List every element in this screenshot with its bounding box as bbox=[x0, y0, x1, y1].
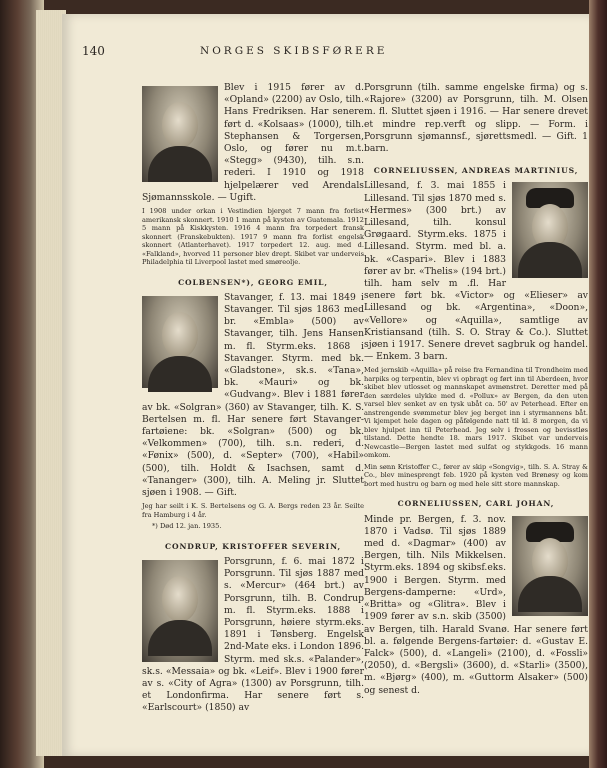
entry-text: Porsgrunn, f. 6. mai 1872 i Porsgrunn. Til sjøs 1887 med s. «Mercur» (464 brt.) av Porsgrunn, tilh. B. Condrup m. fl. Styrm.eks. 1888 i Porsgrunn, høiere styrm.eks. 1891 i Tønsberg. Engelsk 2nd-Mate eks. i London 1896. Styrm. med sk.s. «Palander», sk.s. «Messaia» og bk. «Leif». Blev i 1900 fører av s. «City of Agra» (1300) av Porsgrunn, tilh. et Londonfirma. Har senere ført s. «Earlscourt» (1850) av bbox=[142, 555, 364, 714]
entry-text: Lillesand, f. 3. mai 1855 i Lillesand. Til sjøs 1870 med s. «Hermes» (300 brt.) av Lillesand, tilh. konsul Grøgaard. Styrm.eks. 1875 i Lillesand. Styrm. med bl. a. bk. «Caspari». Blev i 1883 fører av br. «Thelis» (194 brt.) tilh. ham selv m .fl. Har senere ført bk. «Victor» og «Elieser» av Lillesand og bk. «Argentina», «Doon», «Vellore» og «Aquilla», samtlige av Kristiansand (tilh. S. O. Stray & Co.). Sluttet sjøen i 1917. Senere drevet sagbruk og handel. — Enkem. 3 barn. bbox=[364, 180, 588, 363]
entry-text: Blev i 1915 fører av d. «Opland» (2200) av Oslo, tilh. Hans Fredriksen. Har senere ført d. «Kolsaas» (1000), tilh. Stephansen & Torgersen, Oslo, og fører nu m.t. «Stegg» (9430), tilh. s.n. rederi. I 1910 og 1918 hjelpelærer ved Arendals Sjømannsskole. — Ugift. bbox=[142, 82, 364, 203]
entry-note: Med jernskib «Aquilla» på reise fra Fernandina til Trondheim med harpiks og terpentin, blev vi opbragt og ført inn til Aberdeen, hvor skibet blev utlosset og mannskapet avmønstret. Deretter med på den særdeles ulykke med d. «Pollux» av Bergen, da den uten varsel blev senket av en tysk ubåt ca. 50' av Peterhead. Efter en anstrengende svømmetur blev jeg berget inn i styrmannens båt. Vi kjempet hele dagen og påfølgende natt til kl. 8 morgen, da vi blev hjulpet inn til Peterhead. Jeg selv i frossen og bevisstløs tilstand. Dette hendte 18. mars 1917. Skibet var underveis Newcastle—Bergen lastet med sulfat og stykkgods. 16 mann omkom. bbox=[364, 366, 588, 460]
portrait-photo bbox=[512, 182, 588, 278]
running-title: NORGES SKIBSFØRERE bbox=[200, 45, 388, 57]
entry-note: I 1908 under orkan i Vestindien bjerget 7 mann fra forlist amerikansk skonnert. 1910 1 mann på kysten av Guatemala. 1912 5 mann på Kiskkysten. 1916 4 mann fra torpedert fransk skonnert (Franskebukten). 1917 9 mann fra forlist engelsk skonnert (Atlanterhavet). 1917 torpedert 12. aug. med d. «Falkland», hvorved 11 personer blev drept. Skibet var underveis Philadelphia til Liverpool lastet med smøreolje. bbox=[142, 207, 364, 267]
right-column bbox=[364, 82, 588, 697]
entry-note: Min sønn Kristoffer C., fører av skip «Songvig», tilh. S. A. Stray & Co., blev minesprengt feb. 1920 på kysten ved Brønøsy og kom bort med hustru og barn og med hele sitt store mannskap. bbox=[364, 462, 588, 488]
entry-note: Jeg har seilt i K. S. Bertelsens og G. A. Bergs reden 23 år. Seilte fra Hamburg i 4 år. bbox=[142, 502, 364, 519]
portrait-photo bbox=[142, 296, 218, 388]
entry-text: Stavanger, f. 13. mai 1849 i Stavanger. Til sjøs 1863 med br. «Embla» (500) av Stavanger, tilh. Jens Hansen m. fl. Styrm.eks. 1868 i Stavanger. Styrm. med bk. «Gladstone», sk.s. «Tana», bk. «Mauri» og bk. «Gudvang». Blev i 1881 fører av bk. «Solgran» (360) av Stavanger, tilh. K. S. Bertelsen m. fl. Har senere ført Stavanger-fartøiene: bk. «Solgran» (500) og bk. «Velkommen» (700), tilh. s.n. rederi, d. «Fønix» (500), d. «Septer» (700), «Habil» (500), tilh. Holdt & Isachsen, samt d. «Tananger» (300), tilh. A. Meling jr. Sluttet sjøen i 1908. — Gift. bbox=[142, 291, 364, 498]
portrait-photo bbox=[512, 516, 588, 616]
entry-text: Porsgrunn (tilh. samme engelske firma) og s. «Rajore» (3200) av Porsgrunn, tilh. M. Olsen m. fl. Sluttet sjøen i 1916. — Har senere drevet et mindre rep.verft og slipp. — Form. i Porsgrunn sjømannsf., sjørettsmedl. — Gift. 1 barn. bbox=[364, 82, 588, 155]
portrait-photo bbox=[142, 560, 218, 662]
entry-title: CONDRUP, KRISTOFFER SEVERIN, bbox=[165, 541, 341, 551]
entry-title: CORNELIUSSEN, ANDREAS MARTINIUS, bbox=[373, 166, 579, 176]
entry-title: CORNELIUSSEN, CARL JOHAN, bbox=[397, 499, 555, 509]
book-binding-right bbox=[589, 0, 607, 768]
portrait-photo bbox=[142, 86, 218, 182]
entry-text: Minde pr. Bergen, f. 3. nov. 1870 i Vadsø. Til sjøs 1889 med d. «Dagmar» (400) av Bergen, tilh. Nils Mikkelsen. Styrm.eks. 1894 og skibsf.eks. 1900 i Bergen. Styrm. med Bergens-damperne: «Urd», «Britta» og «Glitra». Blev i 1909 fører av s.n. skib (3500) av Bergen, tilh. Harald Svanø. Har senere ført bl. a. følgende Bergens-fartøier: d. «Gustav E. Falck» (500), d. «Langeli» (2100), d. «Fossli» (2050), d. «Bergsli» (3600), d. «Starli» (3500), m. «Bjørg» (400), m. «Guttorm Alsaker» (500) og senest d. bbox=[364, 513, 588, 696]
page-header bbox=[82, 44, 477, 60]
entry-title: COLBENSEN*), GEORG EMIL, bbox=[178, 277, 328, 287]
left-column bbox=[142, 82, 364, 715]
footnote: *) Død 12. jan. 1935. bbox=[152, 522, 222, 531]
page-number: 140 bbox=[82, 44, 105, 58]
